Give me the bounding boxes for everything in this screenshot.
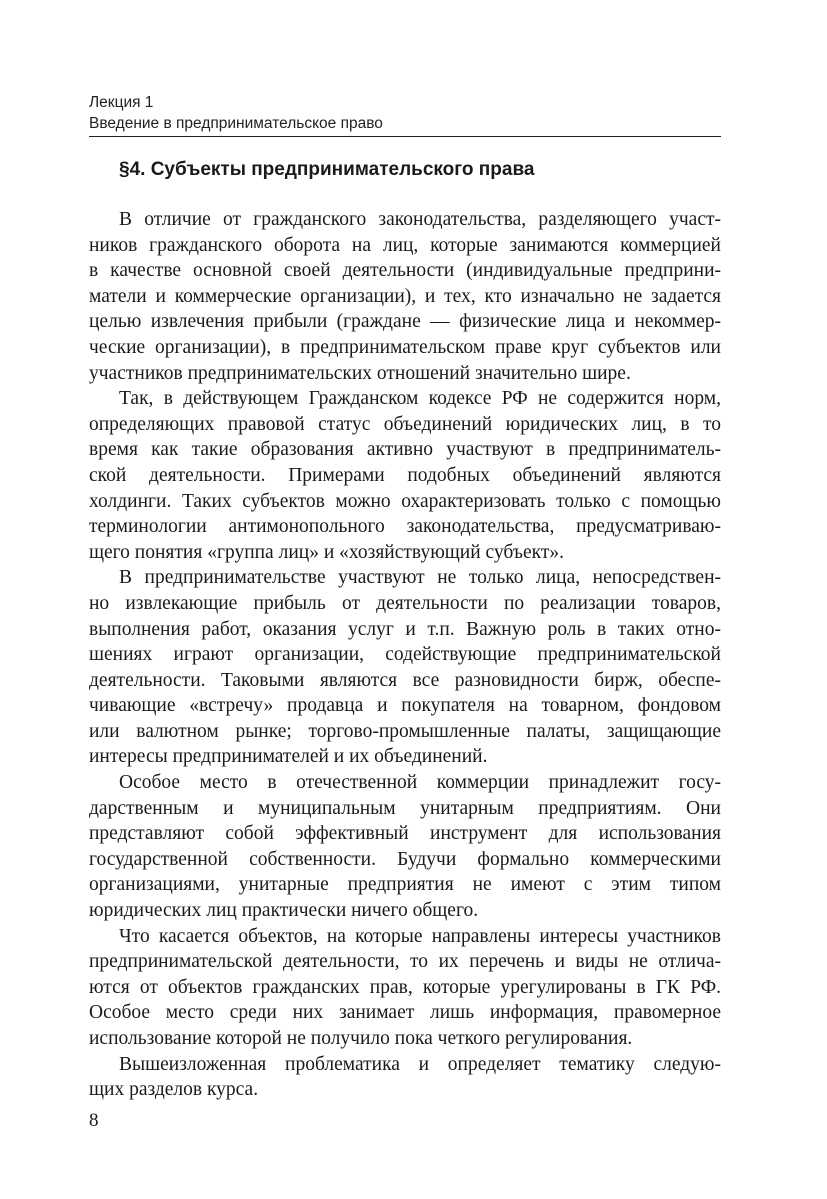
text-line: чивающие «встречу» продавца и покупателя на товарном, фондовом bbox=[89, 695, 721, 717]
text-line: ческие организации), в предпринимательском праве круг субъектов или bbox=[89, 336, 721, 358]
text-line: целью извлечения прибыли (граждане — физические лица и некоммер- bbox=[89, 311, 721, 333]
text-line: государственной собственности. Будучи формально коммерческими bbox=[89, 848, 721, 870]
text-line: Особое место в отечественной коммерции принадлежит госу- bbox=[119, 772, 721, 794]
text-line: использование которой не получило пока четкого регулирования. bbox=[89, 1028, 633, 1049]
text-line: организациями, унитарные предприятия не имеют с этим типом bbox=[89, 874, 721, 896]
text-line: интересы предпринимателей и их объединений. bbox=[89, 746, 488, 768]
text-line: в качестве основной своей деятельности (индивидуальные предприни- bbox=[89, 260, 721, 282]
text-line: предпринимательской деятельности, то их перечень и виды не отлича- bbox=[89, 951, 721, 973]
text-line: терминологии антимонопольного законодательства, предусматриваю- bbox=[89, 516, 721, 538]
paragraph bbox=[89, 770, 721, 924]
text-line: Так, в действующем Гражданском кодексе РФ не содержится норм, bbox=[119, 388, 721, 410]
text-line: Особое место среди них занимает лишь информация, правомерное bbox=[89, 1002, 721, 1024]
text-line: холдинги. Таких субъектов можно охарактеризовать только с помощью bbox=[89, 490, 721, 512]
paragraph bbox=[89, 1052, 721, 1103]
text-line: ников гражданского оборота на лиц, которые занимаются коммерцией bbox=[89, 234, 721, 256]
text-line: представляют собой эффективный инструмент для использования bbox=[89, 823, 721, 845]
header-rule bbox=[89, 136, 721, 137]
text-line: участников предпринимательских отношений значительно шире. bbox=[89, 362, 631, 384]
body-text bbox=[89, 207, 721, 1103]
text-line: Что касается объектов, на которые направлены интересы участников bbox=[119, 925, 721, 947]
text-line: В предпринимательстве участвуют не только лица, непосредствен- bbox=[119, 567, 721, 589]
text-line: Вышеизложенная проблематика и определяет тематику следую- bbox=[119, 1053, 721, 1075]
text-line: щего понятия «группа лиц» и «хозяйствующий субъект». bbox=[89, 541, 564, 563]
paragraph bbox=[89, 924, 721, 1052]
text-line: матели и коммерческие организации), и тех, кто изначально не задается bbox=[89, 285, 721, 307]
text-line: время как такие образования активно участвуют в предприниматель- bbox=[89, 439, 721, 461]
text-line: выполнения работ, оказания услуг и т.п. Важную роль в таких отно- bbox=[89, 618, 721, 640]
text-line: ются от объектов гражданских прав, которые урегулированы в ГК РФ. bbox=[89, 976, 721, 998]
text-line: юридических лиц практически ничего общего. bbox=[89, 900, 479, 922]
text-line: шениях играют организации, содействующие предпринимательской bbox=[89, 644, 721, 666]
section-title: §4. Субъекты предпринимательского права bbox=[119, 159, 535, 180]
paragraph bbox=[89, 565, 721, 770]
running-head bbox=[89, 92, 721, 134]
text-line: дарственным и муниципальным унитарным предприятиям. Они bbox=[89, 797, 721, 819]
text-line: В отличие от гражданского законодательства, разделяющего участ- bbox=[119, 209, 721, 230]
text-line: ской деятельности. Примерами подобных объединений являются bbox=[89, 464, 721, 486]
text-line: деятельности. Таковыми являются все разновидности бирж, обеспе- bbox=[89, 669, 721, 691]
page-number: 8 bbox=[89, 1110, 99, 1131]
paragraph bbox=[89, 386, 721, 565]
text-line: или валютном рынке; торгово-промышленные палаты, защищающие bbox=[89, 720, 721, 742]
text-line: щих разделов курса. bbox=[89, 1079, 259, 1101]
running-head-lecture: Лекция 1 bbox=[89, 94, 154, 111]
text-line: определяющих правовой статус объединений юридических лиц, в то bbox=[89, 413, 721, 435]
running-head-chapter: Введение в предпринимательское право bbox=[89, 115, 383, 132]
text-line: но извлекающие прибыль от деятельности по реализации товаров, bbox=[89, 592, 721, 614]
paragraph bbox=[89, 207, 721, 386]
